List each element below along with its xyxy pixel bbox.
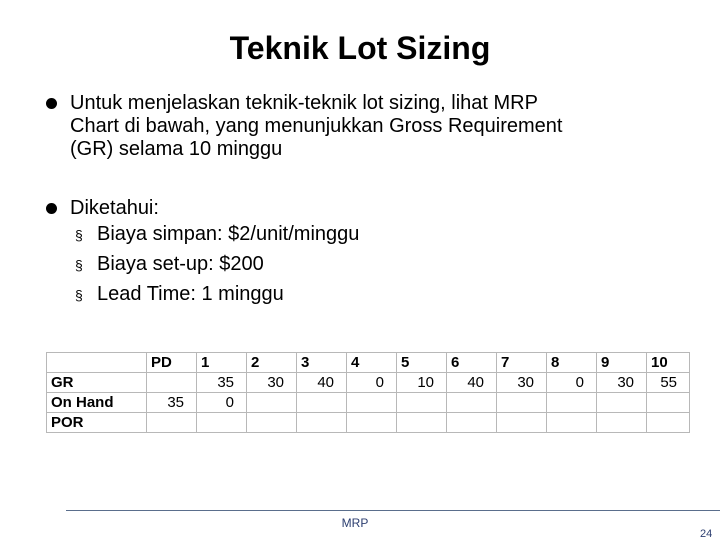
table-cell: 40 — [447, 373, 497, 393]
table-cell — [297, 393, 347, 413]
table-cell — [397, 413, 447, 433]
table-cell — [247, 413, 297, 433]
table-header-row — [47, 353, 690, 373]
table-cell — [647, 413, 690, 433]
header-cell: 10 — [647, 353, 690, 373]
header-cell: 6 — [447, 353, 497, 373]
header-cell: 8 — [547, 353, 597, 373]
bullet-given — [46, 197, 686, 220]
mrp-table — [46, 352, 690, 433]
table-cell — [597, 413, 647, 433]
bullet-dot-icon — [46, 98, 57, 109]
footer-divider — [66, 510, 720, 511]
table-cell — [247, 393, 297, 413]
sub-item-text: Biaya simpan: $2/unit/minggu — [97, 223, 360, 245]
bullet-intro-line: Untuk menjelaskan teknik-teknik lot sizing, lihat MRP — [70, 92, 538, 114]
square-bullet-icon: § — [75, 227, 83, 243]
table-row-on-hand — [47, 393, 690, 413]
table-cell: 0 — [347, 373, 397, 393]
header-cell: PD — [147, 353, 197, 373]
table-cell: 30 — [247, 373, 297, 393]
header-cell: 7 — [497, 353, 547, 373]
table-cell — [597, 393, 647, 413]
bullet-intro — [46, 92, 686, 161]
page-number: 24 — [700, 528, 713, 540]
table-row-por — [47, 413, 690, 433]
sub-item-setup-cost — [75, 253, 264, 277]
table-cell — [497, 413, 547, 433]
table-cell: 30 — [597, 373, 647, 393]
sub-item-text: Lead Time: 1 minggu — [97, 283, 284, 305]
table-cell — [147, 373, 197, 393]
footer-label: MRP — [341, 516, 369, 530]
table-cell — [147, 413, 197, 433]
square-bullet-icon: § — [75, 257, 83, 273]
table-cell — [347, 393, 397, 413]
row-label: GR — [47, 373, 147, 393]
header-cell — [47, 353, 147, 373]
bullet-intro-line: Chart di bawah, yang menunjukkan Gross Requirement — [70, 115, 563, 137]
table-cell: 30 — [497, 373, 547, 393]
table-cell — [547, 413, 597, 433]
header-cell: 2 — [247, 353, 297, 373]
sub-item-holding-cost — [75, 223, 359, 247]
header-cell: 9 — [597, 353, 647, 373]
header-cell: 5 — [397, 353, 447, 373]
table-cell: 40 — [297, 373, 347, 393]
table-cell — [647, 393, 690, 413]
bullet-intro-line: (GR) selama 10 minggu — [70, 138, 283, 160]
table-cell — [297, 413, 347, 433]
bullet-given-heading: Diketahui: — [70, 197, 159, 219]
table-cell — [347, 413, 397, 433]
square-bullet-icon: § — [75, 287, 83, 303]
table-row-gr — [47, 373, 690, 393]
bullet-dot-icon — [46, 203, 57, 214]
table-cell: 0 — [197, 393, 247, 413]
row-label: POR — [47, 413, 147, 433]
row-label: On Hand — [47, 393, 147, 413]
header-cell: 4 — [347, 353, 397, 373]
header-cell: 1 — [197, 353, 247, 373]
slide-title: Teknik Lot Sizing — [229, 30, 491, 66]
table-cell: 35 — [197, 373, 247, 393]
sub-item-lead-time — [75, 283, 284, 307]
table-cell — [547, 393, 597, 413]
table-cell: 35 — [147, 393, 197, 413]
table-cell — [497, 393, 547, 413]
table-cell — [447, 413, 497, 433]
table-cell: 0 — [547, 373, 597, 393]
table-cell: 10 — [397, 373, 447, 393]
table-cell — [397, 393, 447, 413]
header-cell: 3 — [297, 353, 347, 373]
table-cell: 55 — [647, 373, 690, 393]
sub-item-text: Biaya set-up: $200 — [97, 253, 264, 275]
table-cell — [197, 413, 247, 433]
table-cell — [447, 393, 497, 413]
